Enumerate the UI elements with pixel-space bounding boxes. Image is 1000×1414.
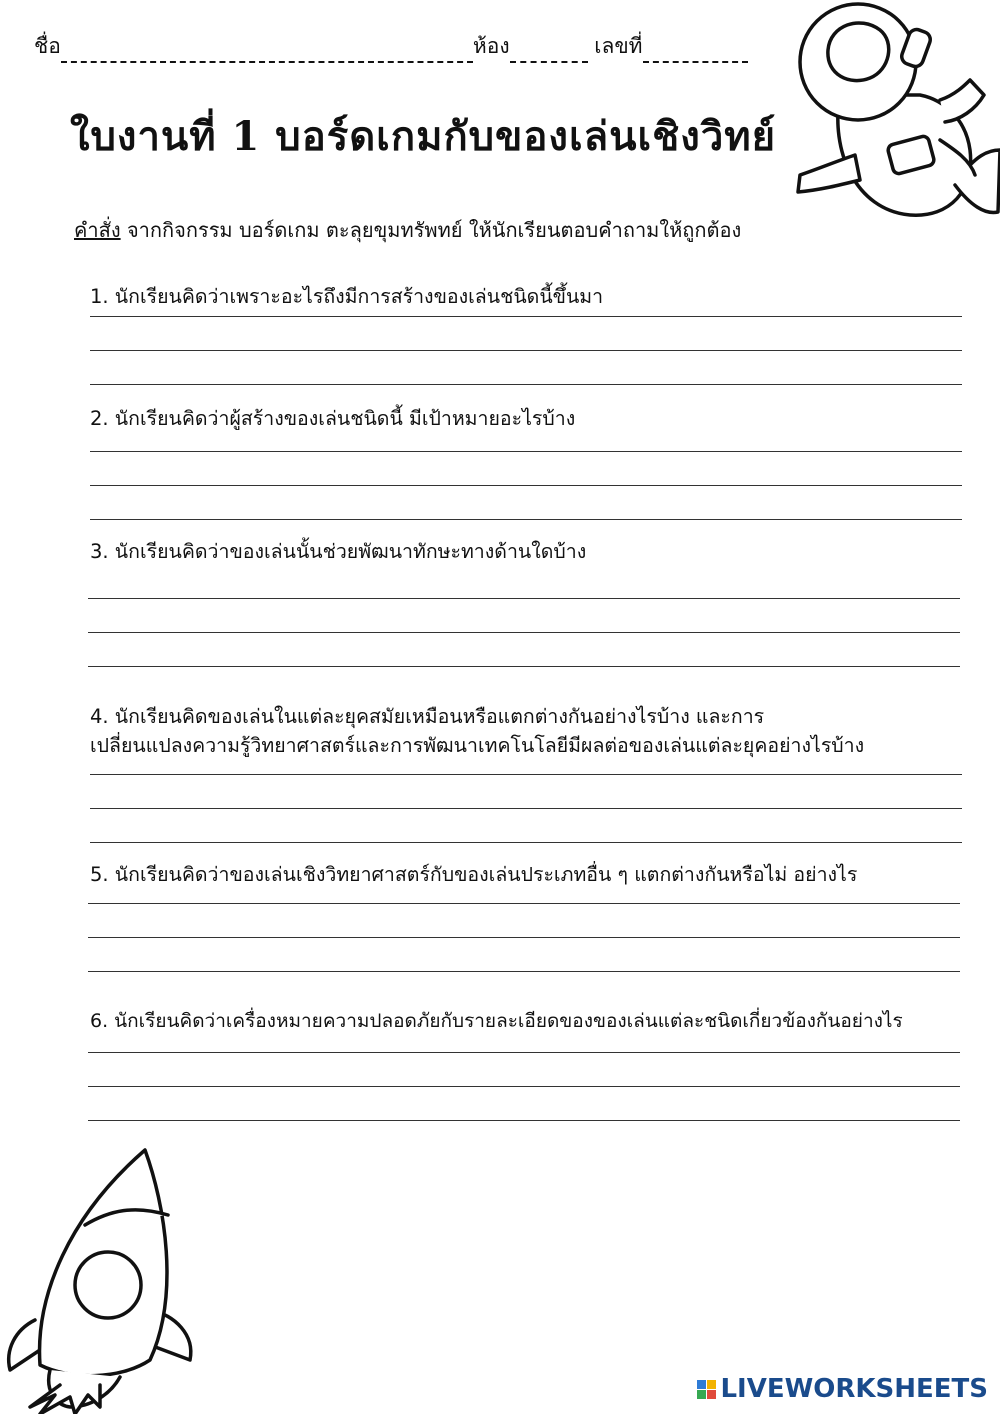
name-field[interactable] [61, 41, 473, 63]
answer-line-4c[interactable] [90, 842, 962, 843]
number-field[interactable] [643, 41, 748, 63]
liveworksheets-brand [697, 1374, 988, 1404]
name-label: ชื่อ [34, 34, 61, 58]
answer-line-3a[interactable] [88, 598, 960, 599]
answer-line-1a[interactable] [90, 316, 962, 317]
rocket-illustration [0, 1145, 220, 1414]
answer-line-4a[interactable] [90, 774, 962, 775]
question-1: 1. นักเรียนคิดว่าเพราะอะไรถึงมีการสร้างของเล่นชนิดนี้ขึ้นมา [90, 285, 604, 308]
worksheet-title: ใบงานที่ 1 บอร์ดเกมกับของเล่นเชิงวิทย์ [70, 113, 777, 160]
answer-line-6b[interactable] [88, 1086, 960, 1087]
answer-line-2a[interactable] [90, 451, 962, 452]
answer-line-3b[interactable] [88, 632, 960, 633]
question-2: 2. นักเรียนคิดว่าผู้สร้างของเล่นชนิดนี้ มีเป้าหมายอะไรบ้าง [90, 407, 576, 430]
question-6: 6. นักเรียนคิดว่าเครื่องหมายความปลอดภัยกับรายละเอียดของของเล่นแต่ละชนิดเกี่ยวข้องกันอย่างไร [90, 1010, 903, 1032]
question-3: 3. นักเรียนคิดว่าของเล่นนั้นช่วยพัฒนาทักษะทางด้านใดบ้าง [90, 540, 587, 563]
question-5: 5. นักเรียนคิดว่าของเล่นเชิงวิทยาศาสตร์กับของเล่นประเภทอื่น ๆ แตกต่างกันหรือไม่ อย่างไร [90, 863, 858, 886]
astronaut-illustration [770, 0, 1000, 245]
instruction-label: คำสั่ง [74, 218, 121, 242]
number-label: เลขที่ [594, 34, 643, 58]
question-4-line-1: 4. นักเรียนคิดของเล่นในแต่ละยุคสมัยเหมือนหรือแตกต่างกันอย่างไรบ้าง และการ [90, 705, 765, 728]
answer-line-6c[interactable] [88, 1120, 960, 1121]
answer-line-5a[interactable] [88, 903, 960, 904]
room-label: ห้อง [472, 34, 510, 58]
answer-line-2c[interactable] [90, 519, 962, 520]
question-4-line-2: เปลี่ยนแปลงความรู้วิทยาศาสตร์และการพัฒนาเทคโนโลยีมีผลต่อของเล่นแต่ละยุคอย่างไรบ้าง [90, 734, 865, 757]
answer-line-4b[interactable] [90, 808, 962, 809]
answer-line-3c[interactable] [88, 666, 960, 667]
answer-line-5c[interactable] [88, 971, 960, 972]
answer-line-2b[interactable] [90, 485, 962, 486]
brand-name: LIVEWORKSHEETS [720, 1374, 988, 1404]
brand-logo-icon [697, 1380, 716, 1399]
student-info-line [34, 30, 748, 63]
instruction [74, 214, 741, 246]
instruction-text: จากกิจกรรม บอร์ดเกม ตะลุยขุมทรัพทย์ ให้นักเรียนตอบคำถามให้ถูกต้อง [120, 218, 742, 242]
answer-line-6a[interactable] [88, 1052, 960, 1053]
answer-line-1b[interactable] [90, 350, 962, 351]
answer-line-5b[interactable] [88, 937, 960, 938]
room-field[interactable] [510, 41, 588, 63]
answer-line-1c[interactable] [90, 384, 962, 385]
